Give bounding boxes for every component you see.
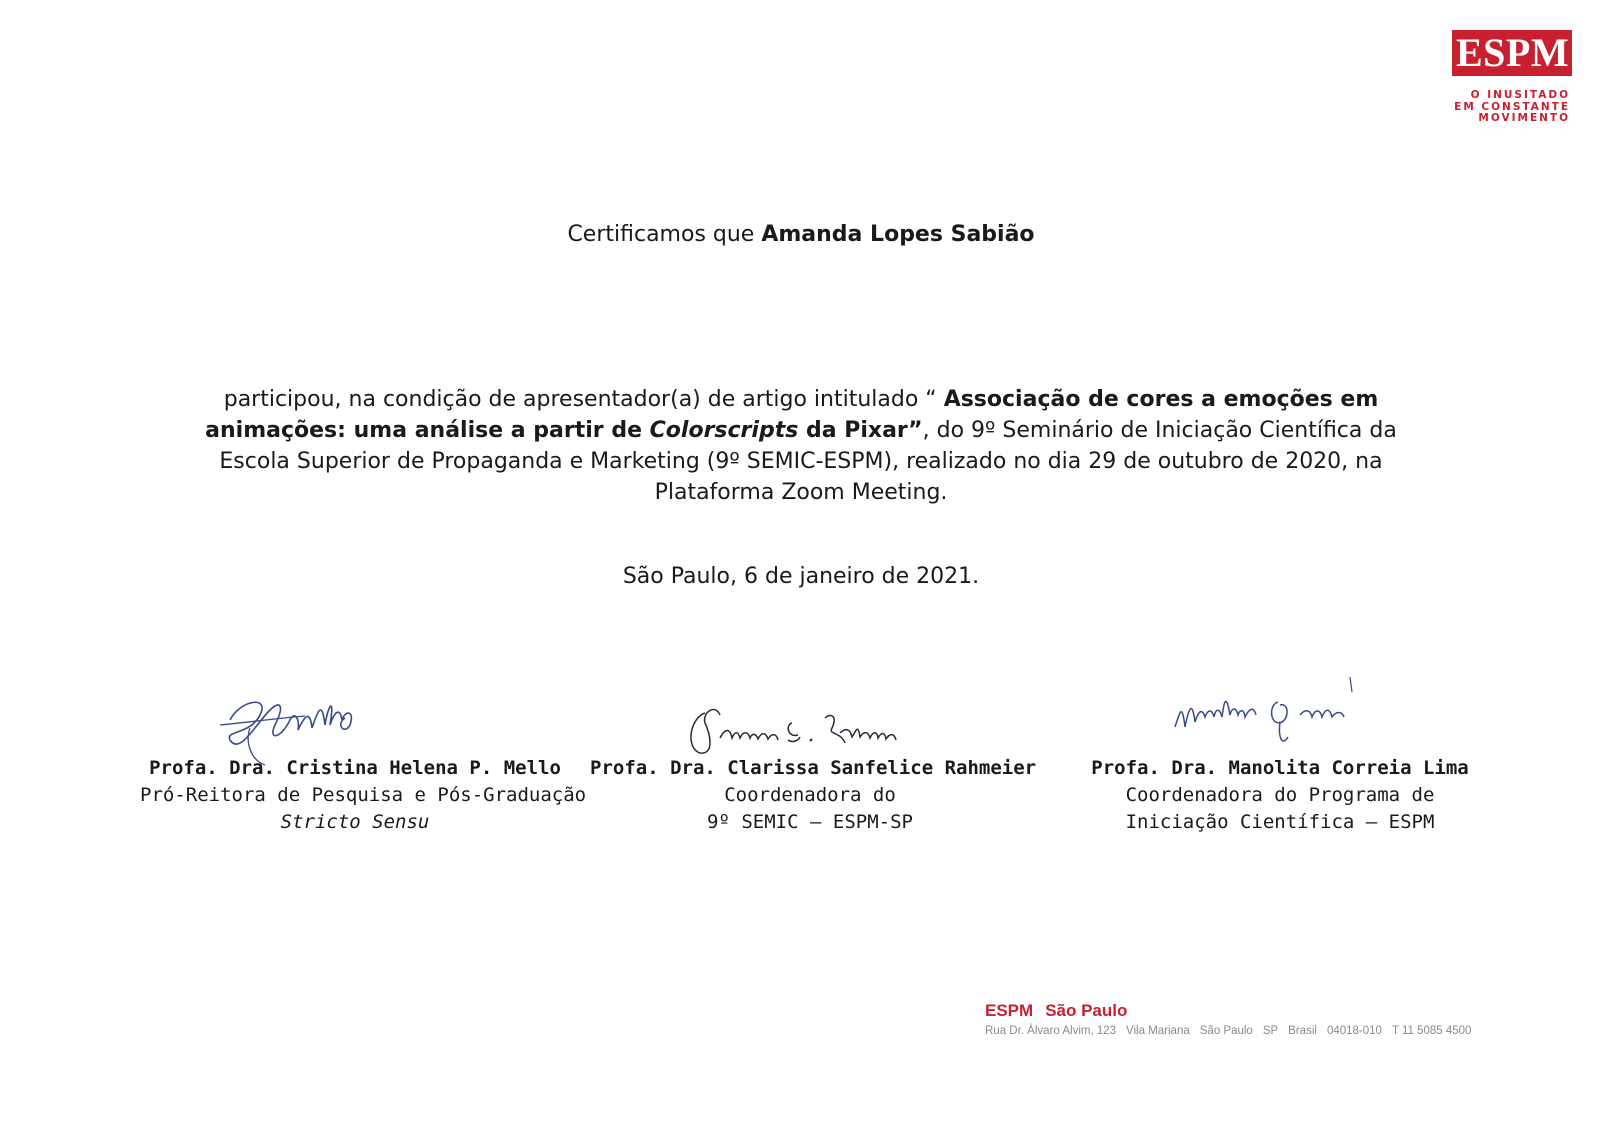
body-part1: participou, na condição de apresentador(a) de artigo intitulado “ [223, 387, 944, 412]
footer-brand-name: ESPM [985, 1001, 1034, 1020]
espm-logo [1452, 30, 1572, 125]
address-part: 04018-010 [1326, 1025, 1382, 1037]
address-part: Vila Mariana [1126, 1025, 1190, 1037]
body-part2: , do 9º Seminário de Iniciação Científica da Escola Superior de Propaganda e Marketing (9º SEMIC-ESPM), realizado no dia 29 de outubro de 2020, na Plataforma Zoom Meeting. [219, 418, 1397, 505]
signatory-role-line2: 9º SEMIC – ESPM-SP [707, 811, 913, 833]
logo-tagline-line: EM CONSTANTE [1454, 100, 1570, 113]
article-title: Associação de cores a emoções em animações: uma análise a partir de [205, 387, 1379, 443]
recipient-name: Amanda Lopes Sabião [761, 222, 1035, 247]
address-part: Brasil [1288, 1025, 1317, 1037]
footer-address-block [985, 1001, 1481, 1037]
address-part: São Paulo [1199, 1025, 1253, 1037]
signatory-role-line2: Stricto Sensu [280, 811, 430, 833]
logo-wordmark: ESPM [1452, 30, 1572, 76]
signature-block [1080, 755, 1480, 836]
logo-tagline-line: MOVIMENTO [1478, 112, 1570, 124]
handwritten-signature [1160, 667, 1380, 757]
footer-address [985, 1025, 1481, 1037]
signatory-role: Pró-Reitora de Pesquisa e Pós-Graduação [140, 784, 587, 806]
logo-tagline-line: O INUSITADO [1470, 89, 1570, 101]
article-title-end: da Pixar” [798, 418, 923, 443]
signatory-name: Profa. Dra. Manolita Correia Lima [1091, 757, 1469, 779]
signature-block [590, 755, 1037, 836]
address-part: SP [1262, 1025, 1279, 1037]
article-title-italic: Colorscripts [649, 418, 799, 443]
signatory-name: Profa. Dra. Cristina Helena P. Mello [149, 757, 561, 779]
footer-city: São Paulo [1045, 1001, 1128, 1020]
signatory-role-line2: Iniciação Científica – ESPM [1125, 811, 1435, 833]
address-part: Rua Dr. Álvaro Alvim, 123 [985, 1025, 1117, 1037]
signature-block [140, 755, 587, 836]
handwritten-signature [680, 693, 910, 763]
certification-statement [0, 222, 1602, 247]
footer-brand [985, 1001, 1481, 1021]
logo-tagline [1452, 90, 1572, 125]
signatory-name: Profa. Dra. Clarissa Sanfelice Rahmeier [590, 757, 1037, 779]
certificate-body [170, 384, 1432, 508]
issue-date: São Paulo, 6 de janeiro de 2021. [622, 564, 980, 589]
address-part: T 11 5085 4500 [1391, 1025, 1472, 1037]
signatory-role: Coordenadora do Programa de [1125, 784, 1435, 806]
signatory-role: Coordenadora do [724, 784, 896, 806]
certification-intro: Certificamos que [567, 222, 755, 247]
